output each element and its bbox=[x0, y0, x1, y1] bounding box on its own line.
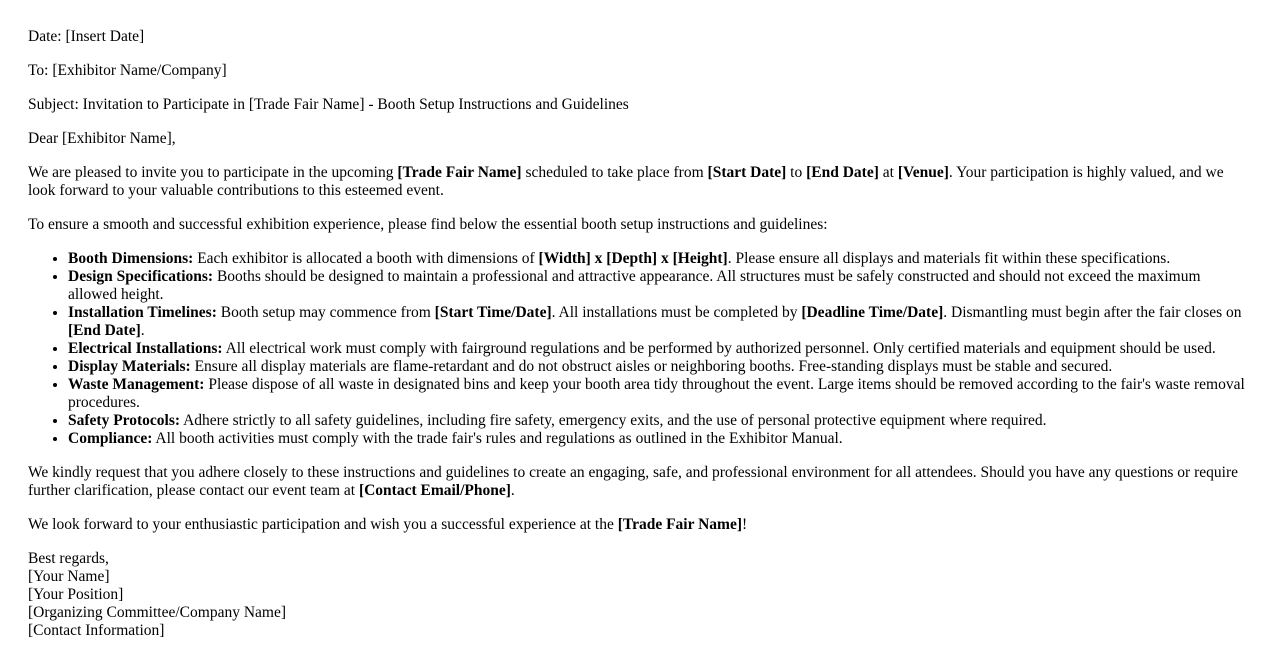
guideline-label: Display Materials: bbox=[68, 358, 191, 375]
guideline-label: Booth Dimensions: bbox=[68, 250, 194, 267]
guideline-label: Compliance: bbox=[68, 430, 153, 447]
intro-text-2: scheduled to take place from bbox=[521, 164, 708, 181]
guideline-text: Booth setup may commence from bbox=[216, 304, 435, 321]
guideline-text: All booth activities must comply with the trade fair's rules and regulations as outlined in the Exhibitor Manual. bbox=[152, 430, 843, 447]
guideline-label: Electrical Installations: bbox=[68, 340, 223, 357]
end-date-placeholder: [End Date] bbox=[68, 322, 141, 339]
signature-block bbox=[28, 550, 1250, 640]
guideline-installation-timelines bbox=[68, 304, 1250, 340]
deadline-placeholder: [Deadline Time/Date] bbox=[801, 304, 944, 321]
signature-regards: Best regards, bbox=[28, 550, 109, 567]
signature-contact: [Contact Information] bbox=[28, 622, 165, 639]
request-text-2: . bbox=[510, 482, 515, 499]
closing-text-1: We look forward to your enthusiastic participation and wish you a successful experience at the bbox=[28, 516, 618, 533]
intro-venue: [Venue] bbox=[897, 164, 949, 181]
signature-name: [Your Name] bbox=[28, 568, 110, 585]
closing-trade-fair-name: [Trade Fair Name] bbox=[617, 516, 742, 533]
guideline-text: Each exhibitor is allocated a booth with dimensions of bbox=[193, 250, 539, 267]
guideline-design-specifications bbox=[68, 268, 1250, 304]
intro-paragraph bbox=[28, 164, 1250, 200]
guideline-display-materials bbox=[68, 358, 1250, 376]
guideline-text: . Dismantling must begin after the fair closes on bbox=[943, 304, 1242, 321]
guideline-electrical-installations bbox=[68, 340, 1250, 358]
subject-line: Subject: Invitation to Participate in [Trade Fair Name] - Booth Setup Instructions and Guidelines bbox=[28, 96, 629, 113]
start-time-placeholder: [Start Time/Date] bbox=[434, 304, 552, 321]
guidelines-list bbox=[28, 250, 1250, 448]
letter bbox=[28, 28, 1250, 656]
guideline-text: Please dispose of all waste in designated bins and keep your booth area tidy throughout the event. Large items should be removed according to the fair's waste removal procedures. bbox=[68, 376, 1245, 411]
guideline-text: Adhere strictly to all safety guidelines, including fire safety, emergency exits, and the use of personal protective equipment where required. bbox=[180, 412, 1047, 429]
closing-text-2: ! bbox=[741, 516, 748, 533]
intro-text-4: at bbox=[878, 164, 898, 181]
guideline-text: . Please ensure all displays and materials fit within these specifications. bbox=[727, 250, 1171, 267]
guideline-waste-management bbox=[68, 376, 1250, 412]
guideline-label: Design Specifications: bbox=[68, 268, 214, 285]
guideline-label: Waste Management: bbox=[68, 376, 205, 393]
intro-text-3: to bbox=[786, 164, 807, 181]
guideline-booth-dimensions bbox=[68, 250, 1250, 268]
signature-organization: [Organizing Committee/Company Name] bbox=[28, 604, 286, 621]
guideline-text: Ensure all display materials are flame-retardant and do not obstruct aisles or neighboring booths. Free-standing displays must be stable and secured. bbox=[190, 358, 1113, 375]
lead-in-paragraph: To ensure a smooth and successful exhibition experience, please find below the essential booth setup instructions and guidelines: bbox=[28, 216, 828, 233]
guideline-label: Installation Timelines: bbox=[68, 304, 217, 321]
signature-position: [Your Position] bbox=[28, 586, 124, 603]
intro-start-date: [Start Date] bbox=[707, 164, 787, 181]
guideline-text: Booths should be designed to maintain a professional and attractive appearance. All structures must be safely constructed and should not exceed the maximum allowed height. bbox=[68, 268, 1201, 303]
guideline-text: . All installations must be completed by bbox=[551, 304, 802, 321]
salutation: Dear [Exhibitor Name], bbox=[28, 130, 176, 147]
guideline-safety-protocols bbox=[68, 412, 1250, 430]
request-text-1: We kindly request that you adhere closely to these instructions and guidelines to create an engaging, safe, and professional environment for all attendees. Should you have any questions or require further clarification, please contact our event team at bbox=[28, 464, 1238, 499]
intro-text-1: We are pleased to invite you to participate in the upcoming bbox=[28, 164, 398, 181]
intro-text-5: . Your participation is highly valued, and we look forward to your valuable contributions to this esteemed event. bbox=[28, 164, 1224, 199]
dimensions-placeholder: [Width] x [Depth] x [Height] bbox=[538, 250, 728, 267]
intro-trade-fair-name: [Trade Fair Name] bbox=[397, 164, 522, 181]
contact-placeholder: [Contact Email/Phone] bbox=[358, 482, 511, 499]
guideline-label: Safety Protocols: bbox=[68, 412, 181, 429]
recipient-line: To: [Exhibitor Name/Company] bbox=[28, 62, 227, 79]
guideline-text: All electrical work must comply with fairground regulations and be performed by authorized personnel. Only certified materials and equipment should be used. bbox=[222, 340, 1216, 357]
request-paragraph bbox=[28, 464, 1250, 500]
guideline-text: . bbox=[140, 322, 145, 339]
intro-end-date: [End Date] bbox=[806, 164, 879, 181]
guideline-compliance bbox=[68, 430, 1250, 448]
closing-paragraph bbox=[28, 516, 1250, 534]
date-line: Date: [Insert Date] bbox=[28, 28, 145, 45]
